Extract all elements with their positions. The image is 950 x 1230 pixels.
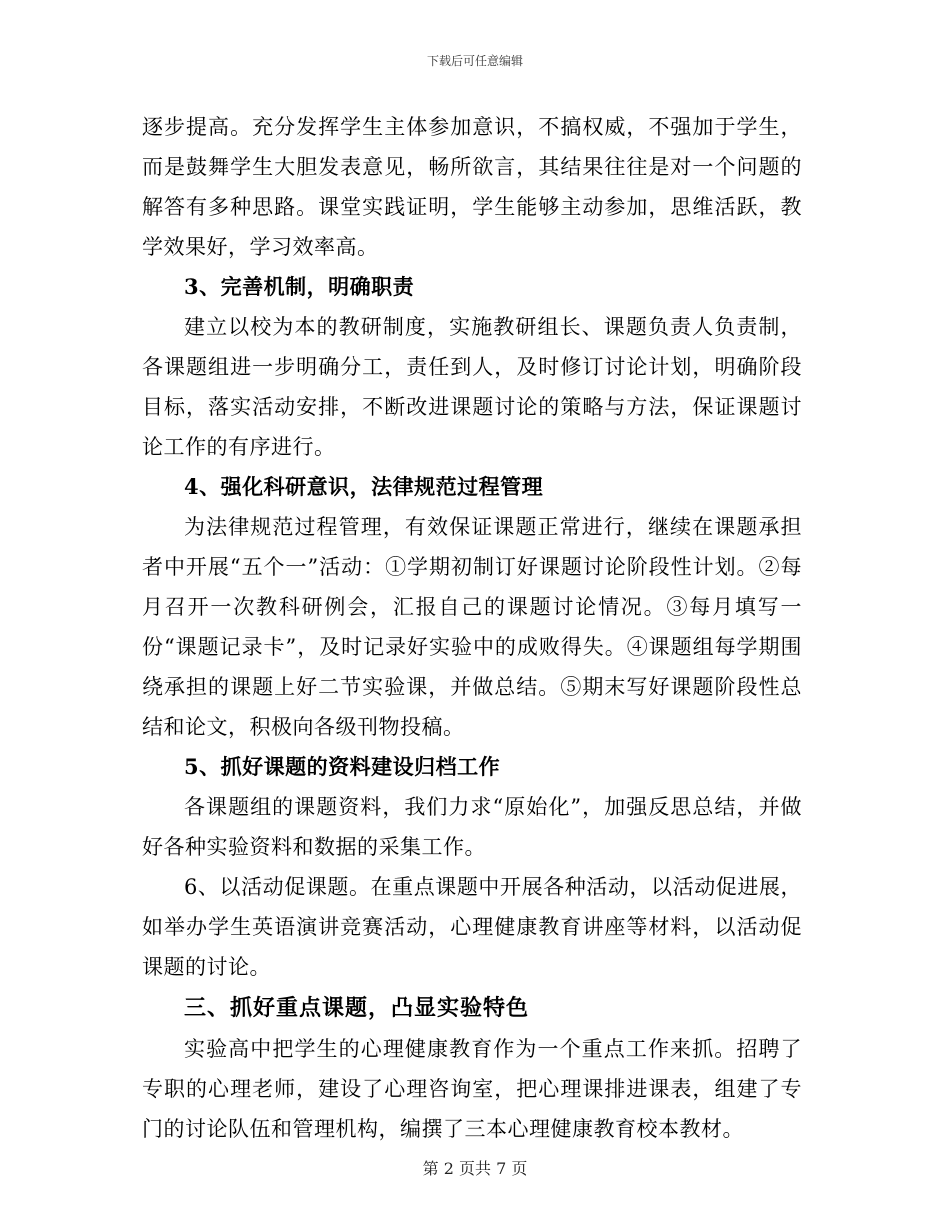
paragraph-activities: 6、以活动促课题。在重点课题中开展各种活动，以活动促进展，如举办学生英语演讲竞赛活动，心理健康教育讲座等材料，以活动促课题的讨论。 (142, 875, 802, 979)
page-footer: 第 2 页共 7 页 (422, 1159, 528, 1178)
paragraph-mechanism: 建立以校为本的教研制度，实施教研组长、课题负责人负责制，各课题组进一步明确分工，责任到人，及时修订讨论计划，明确阶段目标，落实活动安排，不断改进课题讨论的策略与方法，保证课题讨论工作的有序进行。 (142, 315, 802, 459)
paragraph-continuation: 逐步提高。充分发挥学生主体参加意识，不搞权威，不强加于学生，而是鼓舞学生大胆发表意见，畅所欲言，其结果往往是对一个问题的解答有多种思路。课堂实践证明，学生能够主动参加，思维活跃，教学效果好，学习效率高。 (142, 115, 802, 259)
paragraph-mental-health: 实验高中把学生的心理健康教育作为一个重点工作来抓。招聘了专职的心理老师，建设了心理咨询室，把心理课排进课表，组建了专门的讨论队伍和管理机构，编撰了三本心理健康教育校本教材。 (142, 1037, 802, 1141)
heading-3-mechanism: 3、完善机制，明确职责 (184, 274, 415, 299)
paragraph-research: 为法律规范过程管理，有效保证课题正常进行，继续在课题承担者中开展“五个一”活动：①学期初制订好课题讨论阶段性计划。②每月召开一次教科研例会，汇报自己的课题讨论情况。③每月填写一份“课题记录卡”，及时记录好实验中的成败得失。④课题组每学期围绕承担的课题上好二节实验课，并做总结。⑤期末写好课题阶段性总结和论文，积极向各级刊物投稿。 (142, 515, 802, 739)
document-body (142, 107, 802, 1149)
heading-4-research: 4、强化科研意识，法律规范过程管理 (184, 474, 544, 499)
heading-section-3: 三、抓好重点课题，凸显实验特色 (184, 995, 530, 1021)
paragraph-archive: 各课题组的课题资料，我们力求“原始化”，加强反思总结，并做好各种实验资料和数据的采集工作。 (142, 795, 802, 859)
heading-5-archive: 5、抓好课题的资料建设归档工作 (184, 754, 501, 779)
page-header: 下载后可任意编辑 (426, 54, 523, 68)
